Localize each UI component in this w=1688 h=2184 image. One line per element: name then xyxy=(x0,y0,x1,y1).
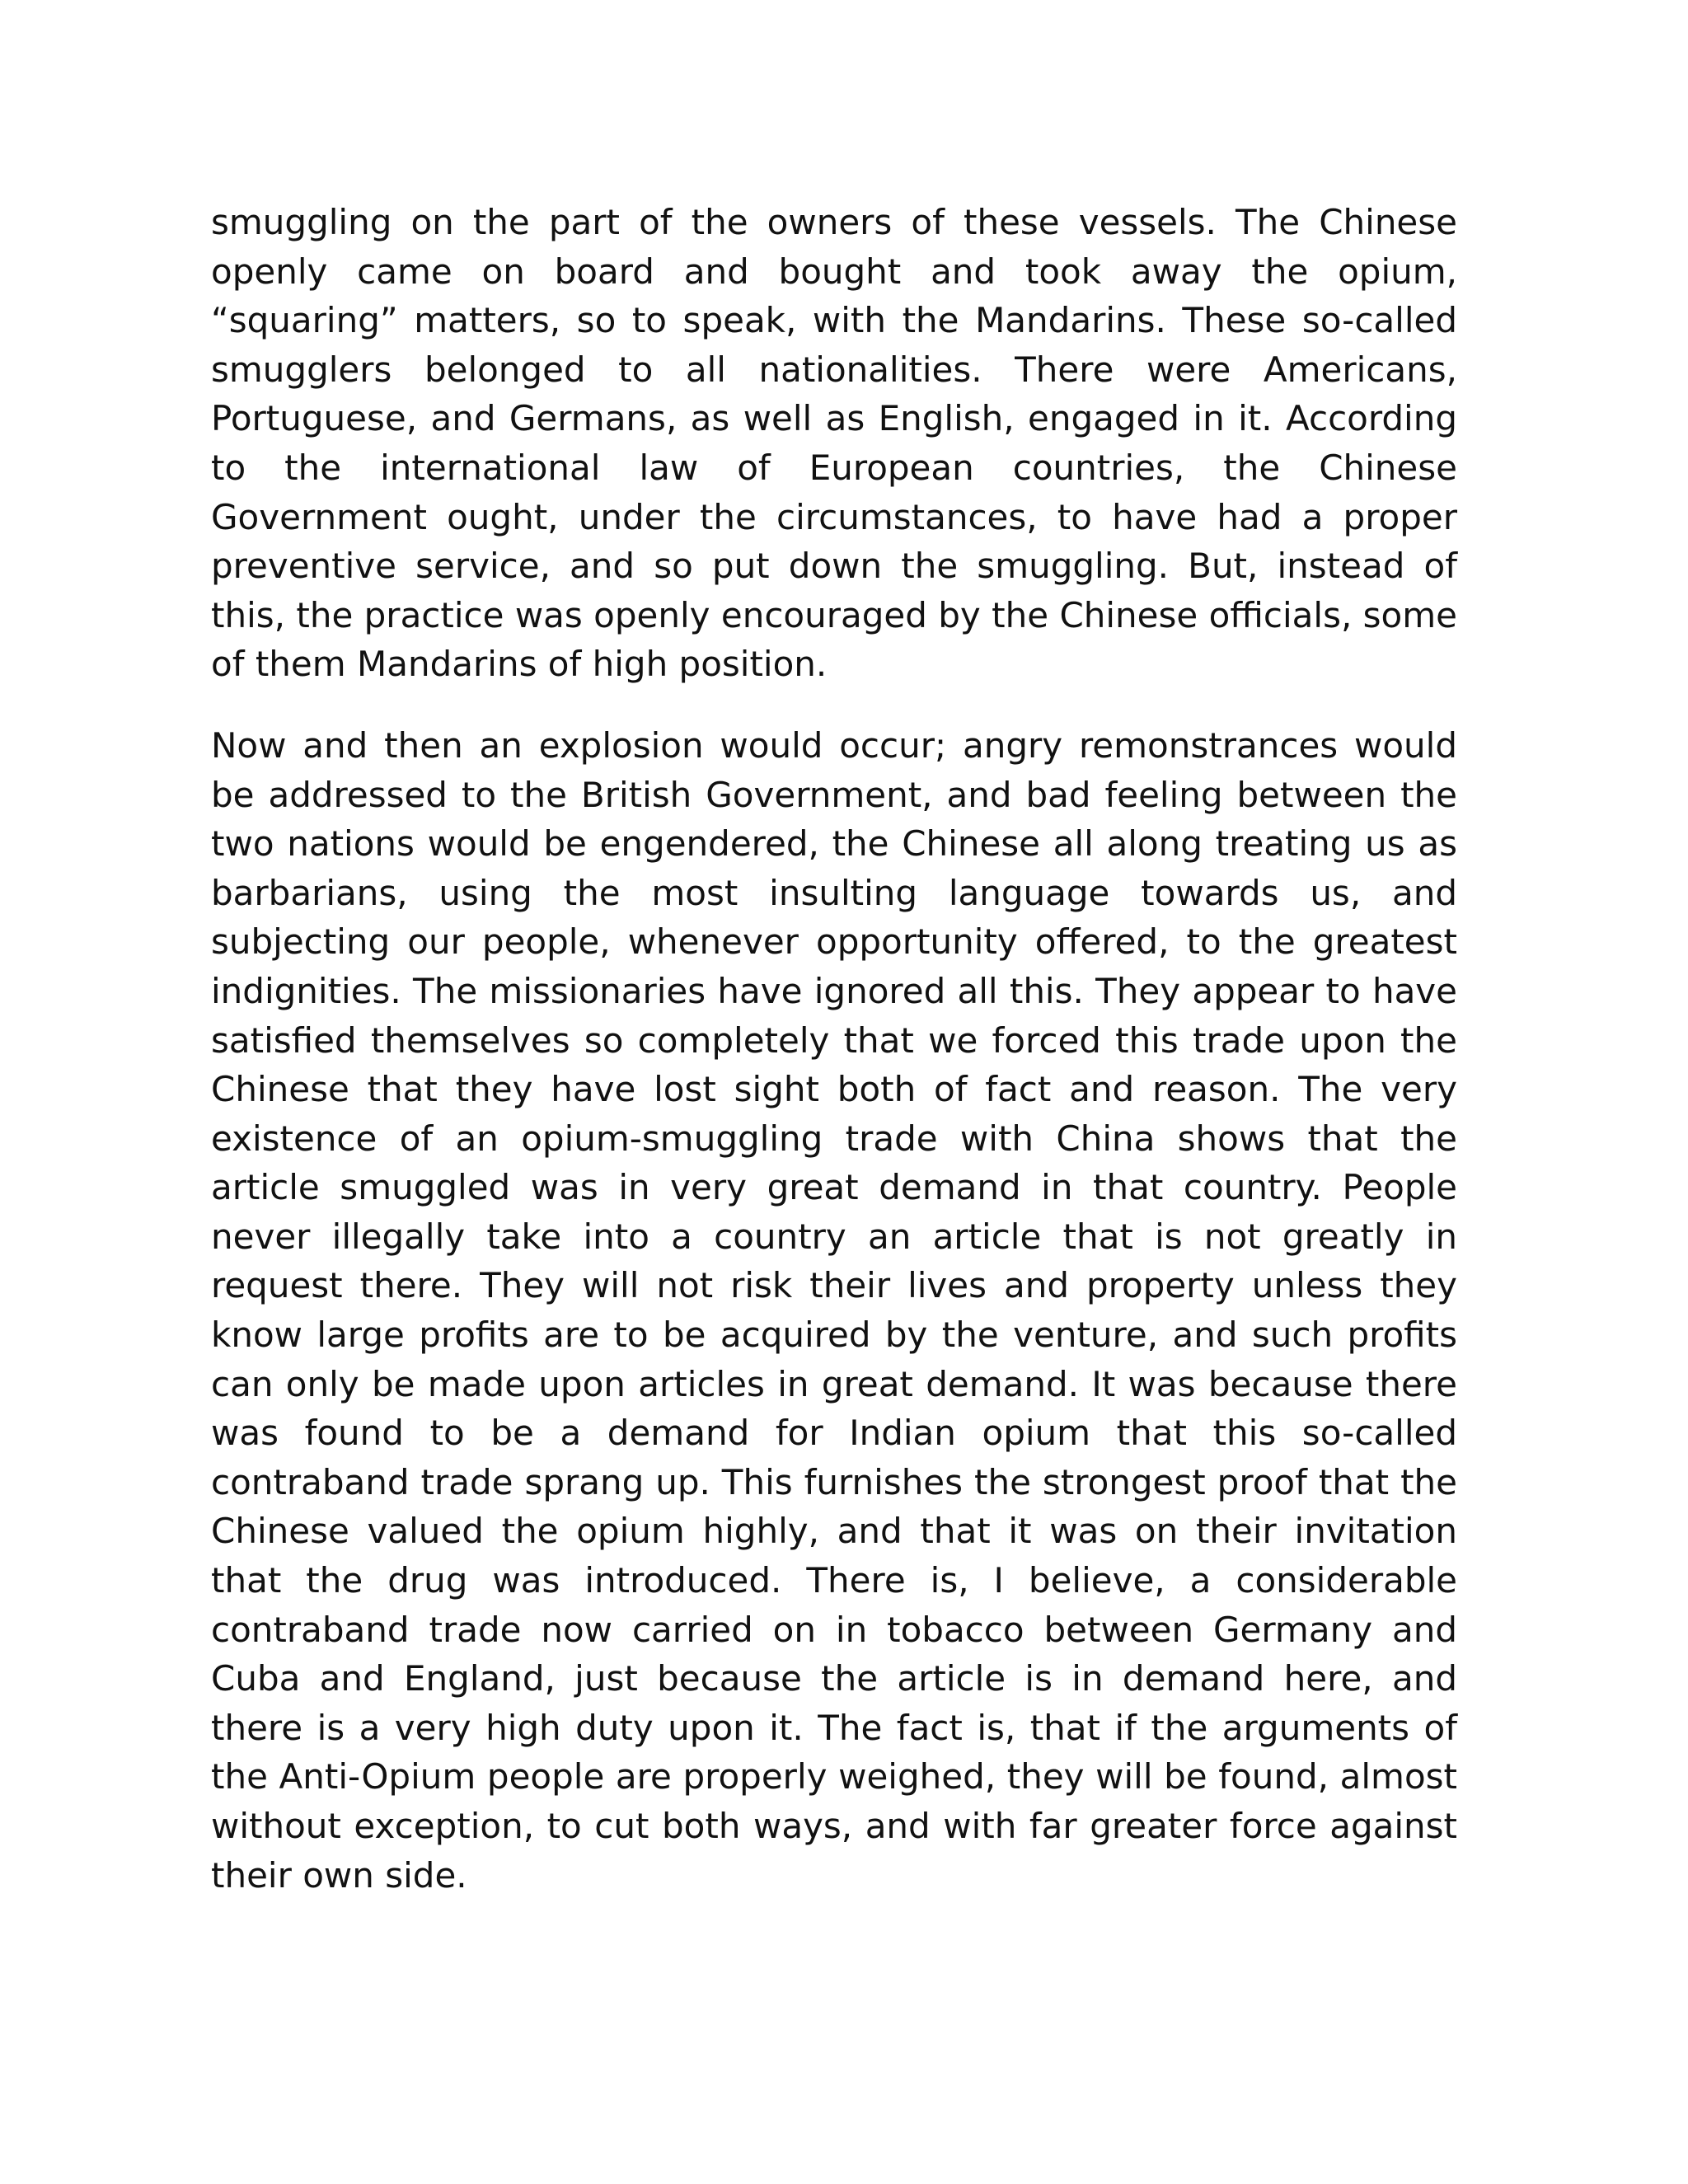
body-text xyxy=(211,198,1457,1900)
paragraph-1: smuggling on the part of the owners of these vessels. The Chinese openly came on board and bought and took away the opium, “squaring” matters, so to speak, with the Mandarins. These so-called smugglers belonged to all nationalities. There were Americans, Portuguese, and Germans, as well as English, engaged in it. According to the international law of European countries, the Chinese Government ought, under the circumstances, to have had a proper preventive service, and so put down the smuggling. But, instead of this, the practice was openly encouraged by the Chinese officials, some of them Mandarins of high position. xyxy=(211,202,1457,685)
paragraph-2: Now and then an explosion would occur; angry remonstrances would be addressed to the British Government, and bad feeling between the two nations would be engendered, the Chinese all along treating us as barbarians, using the most insulting language towards us, and subjecting our people, whenever opportunity offered, to the greatest indignities. The missionaries have ignored all this. They appear to have satisfied themselves so completely that we forced this trade upon the Chinese that they have lost sight both of fact and reason. The very existence of an opium-smuggling trade with China shows that the article smuggled was in very great demand in that country. People never illegally take into a country an article that is not greatly in request there. They will not risk their lives and property unless they know large profits are to be acquired by the venture, and such profits can only be made upon articles in great demand. It was because there was found to be a demand for Indian opium that this so-called contraband trade sprang up. This furnishes the strongest proof that the Chinese valued the opium highly, and that it was on their invitation that the drug was introduced. There is, I believe, a considerable contraband trade now carried on in tobacco between Germany and Cuba and England, just because the article is in demand here, and there is a very high duty upon it. The fact is, that if the arguments of the Anti-Opium people are properly weighed, they will be found, almost without exception, to cut both ways, and with far greater force against their own side. xyxy=(211,724,1457,1896)
